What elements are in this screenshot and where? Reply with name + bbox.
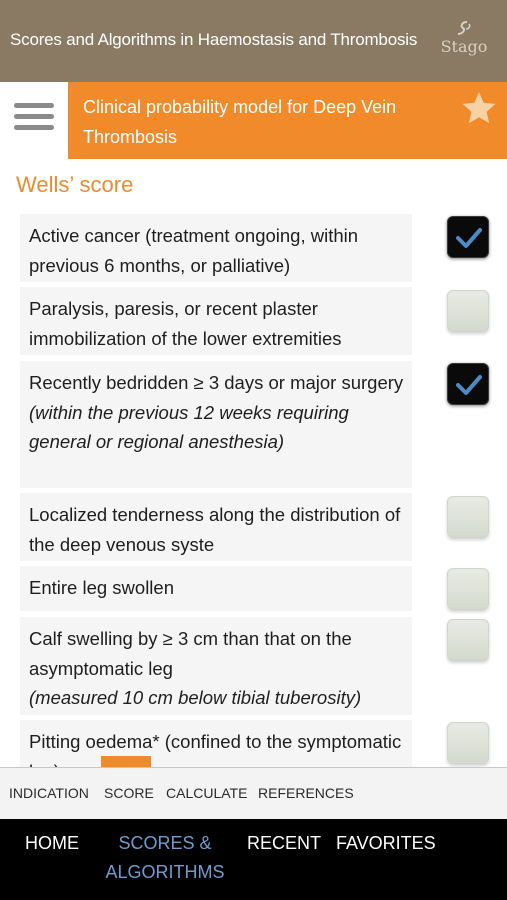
app-title: Scores and Algorithms in Haemostasis and Thrombosis [10,30,418,49]
score-heading: Wells’ score [16,172,134,197]
criterion-label: Recently bedridden ≥ 3 days or major surgery [29,372,404,393]
criterion-paralysis[interactable] [20,287,412,355]
criterion-label: Calf swelling by ≥ 3 cm than that on the asymptomatic leg [29,628,352,679]
highlight-marker [101,756,151,767]
nav-home[interactable]: HOME [25,833,79,853]
checkbox-bedridden[interactable] [447,363,489,405]
criterion-localized-tenderness[interactable] [20,493,412,561]
criterion-note: (measured 10 cm below tibial tuberosity) [29,687,362,708]
criterion-calf-swelling[interactable] [20,617,412,715]
checkmark-icon [455,372,483,398]
bottom-nav [0,819,507,900]
criterion-active-cancer[interactable] [20,214,412,282]
nav-favorites[interactable]: FAVORITES [336,833,436,853]
nav-scores-algorithms[interactable]: SCORES & ALGORITHMS [105,833,225,882]
nav-recent[interactable]: RECENT [247,833,322,853]
checkbox-localized-tenderness[interactable] [447,496,489,538]
checkbox-paralysis[interactable] [447,290,489,332]
checkbox-active-cancer[interactable] [447,216,489,258]
criterion-entire-leg-swollen[interactable] [20,566,412,611]
criterion-label: Pitting oedema* (confined to the symptomatic [29,731,402,752]
checkmark-icon [455,225,483,251]
tab-score[interactable]: SCORE [104,785,154,801]
criterion-note: (within the previous 12 weeks requiring general or regional anesthesia) [29,401,349,452]
checkbox-calf-swelling[interactable] [447,619,489,661]
page-title: Clinical probability model for Deep Vein Thrombosis [83,97,397,147]
criterion-bedridden[interactable] [20,361,412,488]
tab-calculate[interactable]: CALCULATE [166,785,248,801]
criterion-label: Paralysis, paresis, or recent plaster immobilization of the lower extremities [29,298,342,349]
criterion-label: Active cancer (treatment ongoing, within previous 6 months, or palliative) [29,225,359,276]
checkbox-entire-leg-swollen[interactable] [447,568,489,610]
tab-indication[interactable]: INDICATION [9,785,89,801]
criterion-label: Entire leg swollen [29,577,174,598]
section-tabs [0,767,507,819]
criterion-label: Localized tenderness along the distribution of the deep venous syste [29,504,401,555]
checkbox-pitting-oedema[interactable] [447,722,489,764]
tab-references[interactable]: REFERENCES [258,785,354,801]
brand-name: Stago [440,37,488,56]
